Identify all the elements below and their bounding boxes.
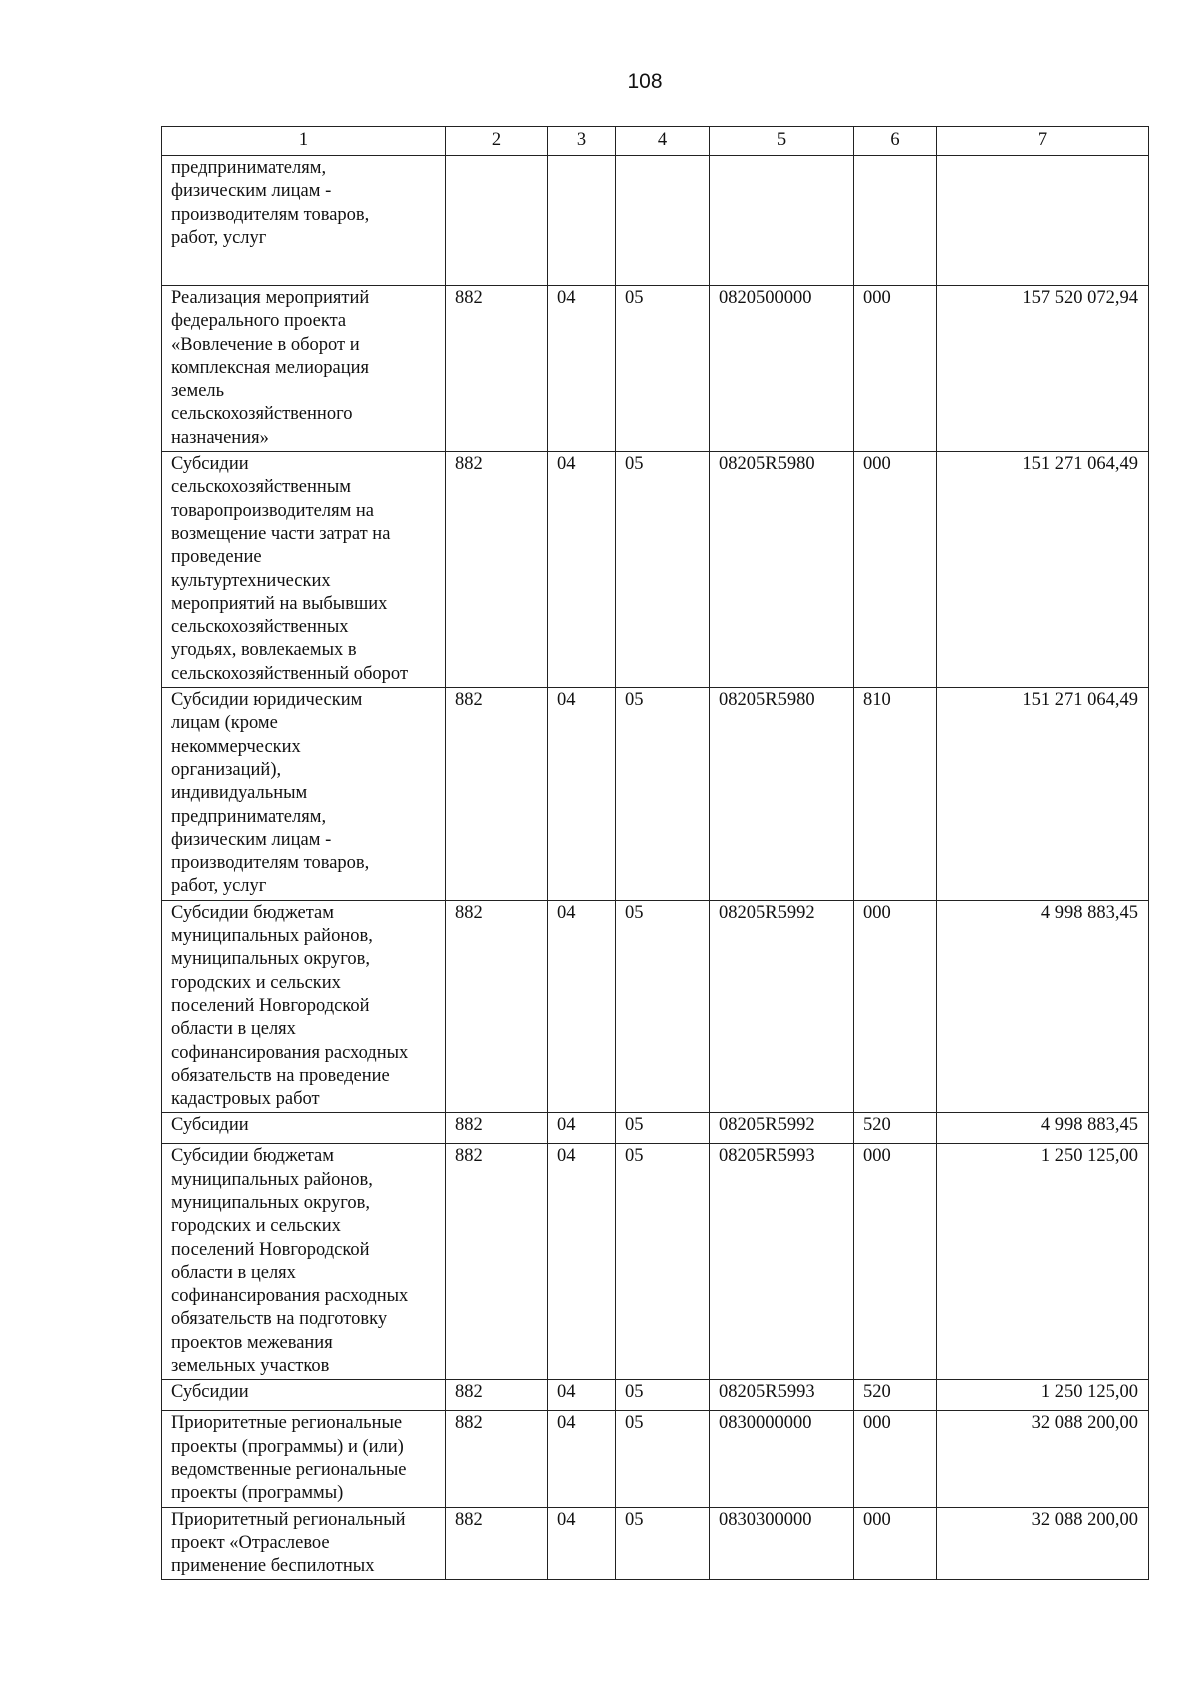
- row-amount: [937, 156, 1149, 286]
- table-row: [162, 1380, 1149, 1411]
- row-amount: 4 998 883,45: [937, 900, 1149, 1113]
- row-amount: 151 271 064,49: [937, 688, 1149, 901]
- row-code-expense: 520: [854, 1380, 937, 1411]
- row-code-admin: 882: [446, 1411, 548, 1507]
- row-code-target: 08205R5993: [710, 1144, 854, 1380]
- row-code-expense: 810: [854, 688, 937, 901]
- header-col-7: 7: [937, 127, 1149, 156]
- row-code-target: 0830300000: [710, 1507, 854, 1580]
- header-col-4: 4: [616, 127, 710, 156]
- row-code-admin: 882: [446, 1113, 548, 1144]
- header-col-3: 3: [548, 127, 616, 156]
- row-code-subsection: 05: [616, 452, 710, 688]
- row-code-subsection: 05: [616, 1380, 710, 1411]
- row-code-expense: 000: [854, 1411, 937, 1507]
- row-code-admin: 882: [446, 1380, 548, 1411]
- row-name: Приоритетный региональный проект «Отраслевое применение беспилотных: [162, 1507, 446, 1580]
- row-amount: 151 271 064,49: [937, 452, 1149, 688]
- row-code-target: [710, 156, 854, 286]
- row-code-admin: 882: [446, 1507, 548, 1580]
- row-code-expense: 000: [854, 286, 937, 452]
- budget-table: [161, 126, 1149, 1580]
- row-name: Субсидии бюджетам муниципальных районов, муниципальных округов, городских и сельских поселений Новгородской области в целях софинансирования расходных обязательств на подготовку проектов межевания земельных участков: [162, 1144, 446, 1380]
- row-name: Реализация мероприятий федерального проекта «Вовлечение в оборот и комплексная мелиорация земель сельскохозяйственного назначения»: [162, 286, 446, 452]
- row-name: Субсидии сельскохозяйственным товаропроизводителям на возмещение части затрат на проведение культуртехнических мероприятий на выбывших сельскохозяйственных угодьях, вовлекаемых в сельскохозяйственный оборот: [162, 452, 446, 688]
- row-code-target: 08205R5980: [710, 452, 854, 688]
- header-col-2: 2: [446, 127, 548, 156]
- table-row: [162, 286, 1149, 452]
- row-code-expense: 520: [854, 1113, 937, 1144]
- row-code-admin: 882: [446, 900, 548, 1113]
- table-row: [162, 900, 1149, 1113]
- row-code-expense: 000: [854, 1144, 937, 1380]
- row-amount: 1 250 125,00: [937, 1380, 1149, 1411]
- table-row: [162, 1144, 1149, 1380]
- row-code-section: 04: [548, 1411, 616, 1507]
- row-code-section: [548, 156, 616, 286]
- row-code-expense: 000: [854, 1507, 937, 1580]
- row-code-target: 08205R5993: [710, 1380, 854, 1411]
- row-code-subsection: 05: [616, 1411, 710, 1507]
- page-number: 108: [627, 70, 663, 93]
- row-code-admin: 882: [446, 286, 548, 452]
- row-amount: 157 520 072,94: [937, 286, 1149, 452]
- row-amount: 32 088 200,00: [937, 1507, 1149, 1580]
- row-code-expense: 000: [854, 452, 937, 688]
- row-name: Субсидии: [162, 1113, 446, 1144]
- row-name: Субсидии бюджетам муниципальных районов, муниципальных округов, городских и сельских поселений Новгородской области в целях софинансирования расходных обязательств на проведение кадастровых работ: [162, 900, 446, 1113]
- row-code-subsection: [616, 156, 710, 286]
- row-code-section: 04: [548, 900, 616, 1113]
- table-row: [162, 1113, 1149, 1144]
- row-code-target: 08205R5980: [710, 688, 854, 901]
- table-row: [162, 688, 1149, 901]
- row-code-expense: 000: [854, 900, 937, 1113]
- row-code-subsection: 05: [616, 1507, 710, 1580]
- row-amount: 4 998 883,45: [937, 1113, 1149, 1144]
- row-code-section: 04: [548, 1507, 616, 1580]
- row-code-target: 0830000000: [710, 1411, 854, 1507]
- header-col-6: 6: [854, 127, 937, 156]
- row-code-admin: 882: [446, 1144, 548, 1380]
- row-code-admin: 882: [446, 688, 548, 901]
- table-row: [162, 1411, 1149, 1507]
- row-code-admin: [446, 156, 548, 286]
- row-name: Субсидии: [162, 1380, 446, 1411]
- row-code-section: 04: [548, 452, 616, 688]
- row-code-target: 0820500000: [710, 286, 854, 452]
- row-amount: 32 088 200,00: [937, 1411, 1149, 1507]
- row-code-subsection: 05: [616, 1144, 710, 1380]
- row-code-subsection: 05: [616, 688, 710, 901]
- row-code-target: 08205R5992: [710, 1113, 854, 1144]
- row-amount: 1 250 125,00: [937, 1144, 1149, 1380]
- row-code-section: 04: [548, 1113, 616, 1144]
- table-row: [162, 1507, 1149, 1580]
- row-code-section: 04: [548, 688, 616, 901]
- row-code-subsection: 05: [616, 1113, 710, 1144]
- row-code-target: 08205R5992: [710, 900, 854, 1113]
- row-name: Субсидии юридическим лицам (кроме некоммерческих организаций), индивидуальным предпринимателям, физическим лицам - производителям товаров, работ, услуг: [162, 688, 446, 901]
- header-col-5: 5: [710, 127, 854, 156]
- table-row: [162, 156, 1149, 286]
- row-code-subsection: 05: [616, 900, 710, 1113]
- header-row: [162, 127, 1149, 156]
- row-code-subsection: 05: [616, 286, 710, 452]
- row-name: предпринимателям, физическим лицам - производителям товаров, работ, услуг: [162, 156, 446, 286]
- header-col-1: 1: [162, 127, 446, 156]
- row-name: Приоритетные региональные проекты (программы) и (или) ведомственные региональные проекты (программы): [162, 1411, 446, 1507]
- row-code-expense: [854, 156, 937, 286]
- row-code-section: 04: [548, 286, 616, 452]
- row-code-section: 04: [548, 1144, 616, 1380]
- row-code-admin: 882: [446, 452, 548, 688]
- row-code-section: 04: [548, 1380, 616, 1411]
- table-row: [162, 452, 1149, 688]
